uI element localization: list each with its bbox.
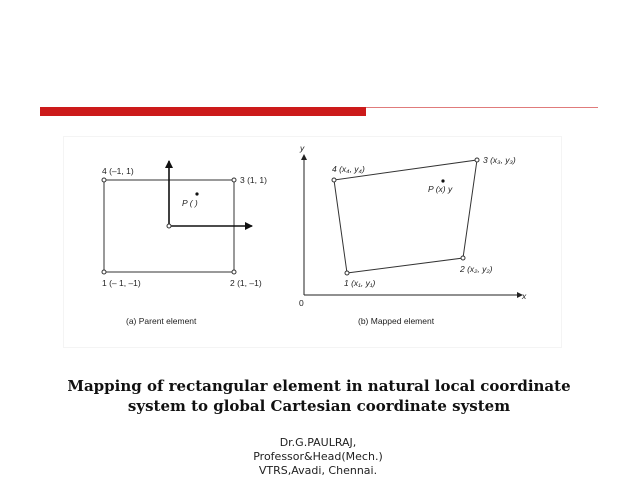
parent-node-3 bbox=[232, 178, 236, 182]
mapped-node-1-label: 1 (x₁, y₁) bbox=[344, 278, 376, 288]
figure-svg bbox=[64, 137, 561, 347]
header-accent-bar bbox=[40, 107, 366, 116]
parent-node-1-label: 1 (– 1, –1) bbox=[102, 278, 141, 288]
mapped-node-3 bbox=[475, 158, 479, 162]
origin-label: 0 bbox=[299, 298, 304, 308]
mapped-node-3-label: 3 (x₃, y₃) bbox=[483, 155, 516, 165]
mapped-node-4 bbox=[332, 178, 336, 182]
parent-origin-node bbox=[167, 224, 171, 228]
mapped-point-p bbox=[441, 179, 444, 182]
mapped-element bbox=[299, 143, 527, 326]
y-axis-label: y bbox=[300, 143, 305, 153]
credit-line-3: VTRS,Avadi, Chennai. bbox=[258, 464, 378, 477]
parent-node-4 bbox=[102, 178, 106, 182]
mapped-node-4-label: 4 (x₄, y₄) bbox=[332, 164, 365, 174]
mapped-node-1 bbox=[345, 271, 349, 275]
parent-point-label: P ( ) bbox=[182, 198, 198, 208]
caption-line-1: Mapping of rectangular element in natural local coordinate bbox=[67, 377, 571, 395]
x-axis-label: x bbox=[522, 291, 527, 301]
parent-node-1 bbox=[102, 270, 106, 274]
slide-caption bbox=[0, 376, 638, 416]
parent-node-2 bbox=[232, 270, 236, 274]
mapped-point-label: P (x) y bbox=[428, 184, 453, 194]
credit-line-1: Dr.G.PAULRAJ, bbox=[279, 436, 357, 449]
caption-line-2: system to global Cartesian coordinate system bbox=[127, 397, 511, 415]
element-mapping-figure bbox=[64, 137, 561, 347]
mapped-quadrilateral bbox=[334, 160, 477, 273]
parent-node-4-label: 4 (–1, 1) bbox=[102, 166, 134, 176]
mapped-node-2 bbox=[461, 256, 465, 260]
author-credit bbox=[208, 436, 428, 478]
parent-node-2-label: 2 (1, –1) bbox=[230, 278, 262, 288]
mapped-caption: (b) Mapped element bbox=[358, 316, 435, 326]
credit-line-2: Professor&Head(Mech.) bbox=[253, 450, 383, 463]
parent-caption: (a) Parent element bbox=[126, 316, 197, 326]
parent-element bbox=[102, 161, 267, 326]
parent-node-3-label: 3 (1, 1) bbox=[240, 175, 267, 185]
mapped-node-2-label: 2 (x₂, y₂) bbox=[460, 264, 493, 274]
parent-point-p bbox=[195, 192, 198, 195]
